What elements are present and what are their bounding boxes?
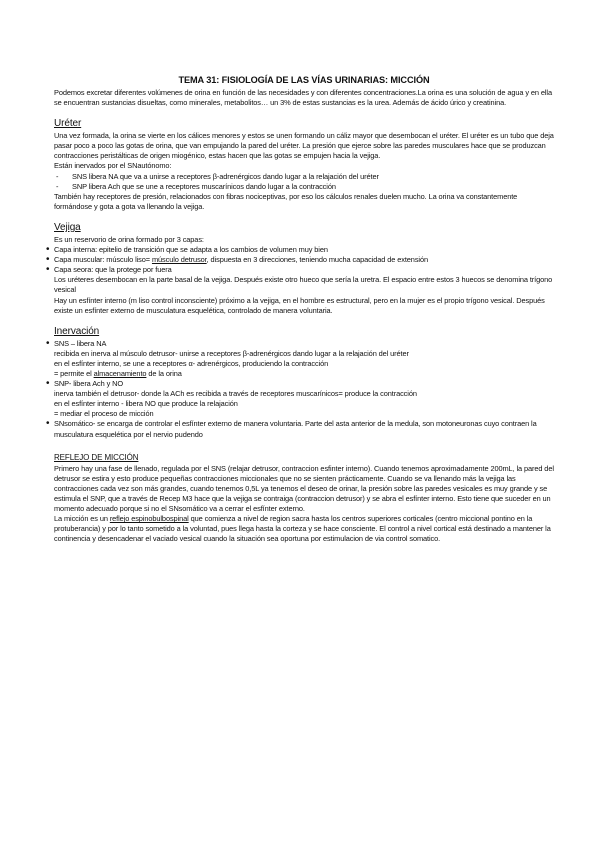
list-item: = mediar el proceso de micción — [54, 409, 154, 419]
vejiga-paragraph-3: Hay un esfínter interno (m liso control inconsciente) próximo a la vejiga, en el hombre es estructural, pero en la mujer es el propio trígono vesical. Después existe un esfínter externo de musculatura esquelética, controlado de manera voluntaria. — [54, 295, 545, 315]
ureter-paragraph-2: Están inervados por el SNautónomo: — [54, 161, 172, 171]
inervacion-list — [54, 339, 554, 440]
list-item: en el esfínter interno - libera NO que produce la relajación — [54, 399, 238, 409]
list-item — [54, 255, 554, 265]
ureter-list — [54, 172, 554, 192]
list-item: - SNP libera Ach que se une a receptores muscarínicos dando lugar a la contracción — [54, 182, 554, 192]
section-heading-ureter: Uréter — [54, 118, 82, 130]
underlined-term: reflejo espinobulbospinal — [109, 514, 189, 524]
list-item: en el esfínter interno, se une a receptores α- adrenérgicos, produciendo la contracción — [54, 358, 329, 368]
paragraph-text: que comienza a nivel de region sacra hasta los centros superiores corticales (centro miccional pontino en la protuberancia) y por lo tanto sometido a la voluntad, pues llega hasta la corteza y se hace consciente. El control a nivel cortical está destinado a mantener la continencia y desencadenar el vaciado vesical cuando la situación sea oportuna por estimulacion de via control somatico. — [54, 514, 551, 544]
list-item: • SNS – libera NA — [54, 339, 554, 349]
underlined-term: almacenamiento — [93, 368, 147, 378]
list-item: • Capa interna: epitelio de transición que se adapta a los cambios de volumen muy bien — [54, 245, 554, 255]
list-item: • Capa seora: que la protege por fuera — [54, 265, 554, 275]
reflejo-paragraph-2 — [54, 514, 554, 544]
underlined-term: músculo detrusor — [151, 255, 207, 265]
section-heading-reflejo: REFLEJO DE MICCIÓN — [54, 452, 139, 462]
list-item: - SNS libera NA que va a unirse a receptores β-adrenérgicos dando lugar a la relajación del uréter — [54, 172, 554, 182]
ureter-paragraph-1: Una vez formada, la orina se vierte en los cálices menores y estos se unen formando un cáliz mayor que desembocan el uréter. El uréter es un tubo que deja pasar poco a poco las gotas de orina, que van empujando la pared del uréter. La presión que ejerce sobre las paredes musculares hace que se produzcan contracciones peristálticas de origen miogénico, estas hacen que las gotas se empujen hacia la vejiga. — [54, 131, 554, 161]
list-item-text: de la orina — [146, 368, 182, 378]
list-item: • SNsomático- se encarga de controlar el esfínter externo de manera voluntaria. Parte del asta anterior de la medula, son motoneuronas cuyo contraen la musculatura esquelética por el nervio pudendo — [54, 419, 554, 439]
reflejo-paragraph-1: Primero hay una fase de llenado, regulada por el SNS (relajar detrusor, contraccion esfinter interno). Cuando tenemos aproximadamente 200mL, la pared del detrusor se estira y esto produce pequeñas contracciones miccionales que no se sienten prácticamente. Cuando se va llenando más la vejiga las contracciones cada vez son más grandes, cuando tenemos 0,5L ya tenemos el deseo de orinar, la presión sobre las paredes vesicales es muy grande y se estimula el SNP, que a través de Recep M3 hace que la vejiga se contraiga (contraccion detrusor) y se abra el esfínter interno. Esto tiene que suceder en un momento adecuado porque si no el SNsomático va a cerrar el esfínter externo. — [54, 463, 554, 513]
list-item: recibida en inerva al músculo detrusor- unirse a receptores β-adrenérgicos dando lugar a la relajación del uréter — [54, 348, 409, 358]
document-page — [54, 74, 554, 544]
vejiga-paragraph-1: Es un reservorio de orina formado por 3 capas: — [54, 234, 204, 244]
vejiga-paragraph-2: Los uréteres desembocan en la parte basal de la vejiga. Después existe otro hueco que sería la uretra. El espacio entre estos 3 huecos se denomina trígono vesical — [54, 275, 553, 295]
vejiga-layers-list — [54, 245, 554, 275]
section-heading-inervacion: Inervación — [54, 325, 100, 337]
intro-paragraph: Podemos excretar diferentes volúmenes de orina en función de las necesidades y con diferentes concentraciones.La orina es una solución de agua y en ella se encuentran sustancias disueltas, como minerales, metabolitos… un 3% de estas sustancias es la urea. Además de ácido úrico y creatinina. — [54, 88, 552, 108]
list-item-text: = permite el — [54, 368, 94, 378]
paragraph-text: La micción es un — [54, 514, 110, 524]
list-item — [54, 369, 554, 379]
list-item: • SNP- libera Ach y NO — [54, 379, 554, 389]
list-item-text: Capa muscular: músculo liso= — [54, 255, 152, 265]
list-item: inerva también el detrusor- donde la ACh es recibida a través de receptores muscarínicos= produce la contracción — [54, 389, 417, 399]
ureter-paragraph-3: También hay receptores de presión, relacionados con fibras nociceptivas, por eso los cálculos renales duelen mucho. La orina va constantemente formándose y gota a gota va llenando la vejiga. — [54, 191, 518, 211]
list-item-text: , dispuesta en 3 direcciones, teniendo mucha capacidad de extensión — [206, 255, 428, 265]
section-heading-vejiga: Vejiga — [54, 221, 81, 233]
page-title: TEMA 31: FISIOLOGÍA DE LAS VÍAS URINARIAS: MICCIÓN — [178, 75, 430, 85]
